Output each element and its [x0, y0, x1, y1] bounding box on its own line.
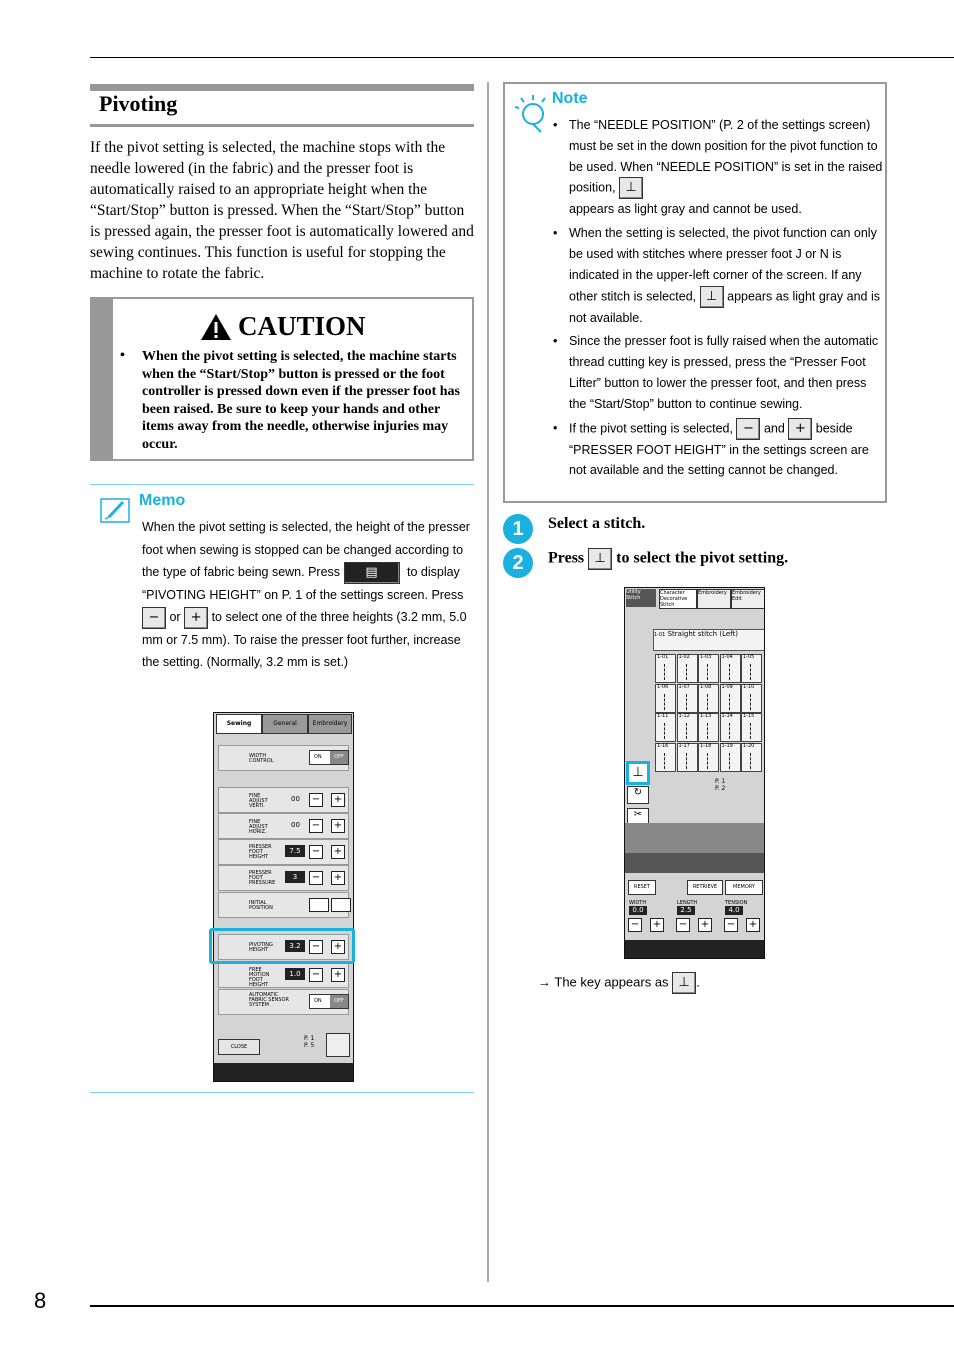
setting-row-presser-foot-pressure: PRESSER FOOT PRESSURE 3 − +: [218, 865, 349, 891]
stitch-code-label: 1-08: [700, 683, 712, 690]
stitch-key[interactable]: [741, 743, 762, 772]
note-title: Note: [552, 90, 588, 107]
note-list: [553, 115, 883, 481]
pivot-key[interactable]: ⊥: [626, 761, 650, 785]
stitch-key[interactable]: [698, 713, 719, 742]
stitch-code-label: 1-06: [657, 683, 669, 690]
stitch-code-label: 1-16: [657, 742, 669, 749]
tab-character-decorative[interactable]: Character Decorative Stitch: [659, 589, 697, 609]
caution-text: When the pivot setting is selected, the machine starts when the “Start/Stop” button is pressed or the foot controller is pressed down even if the presser foot has been raised. Be sure to keep your hands and other items away from the needle, otherwise injuries may occur.: [142, 349, 460, 452]
stitch-key[interactable]: [741, 684, 762, 713]
note-item-4: • If the pivot setting is selected, − and + beside “PRESSER FOOT HEIGHT” in the settings screen are not available and the setting cannot be changed.: [553, 418, 883, 482]
stitch-key[interactable]: [655, 743, 676, 772]
stitch-code-label: 1-20: [743, 742, 755, 749]
memo-pencil-icon: [100, 497, 132, 525]
on-off-toggle[interactable]: ON OFF: [309, 750, 349, 765]
plus-button[interactable]: +: [331, 845, 345, 859]
stitch-code-label: 1-14: [721, 713, 733, 719]
tension-label: TENSION: [725, 900, 748, 906]
setting-row-width-control: WIDTH CONTROL ON OFF: [218, 745, 349, 771]
category-bar: [625, 823, 764, 853]
page-indicator: P. 1 P. 5: [304, 1035, 315, 1049]
result-line: → The key appears as ⊥ .: [538, 972, 700, 994]
plus-button[interactable]: +: [331, 940, 345, 954]
memo-text-2: to display “PIVOTING HEIGHT” on P. 1 of the settings screen. Press: [142, 565, 464, 602]
minus-key-icon: −: [142, 607, 166, 629]
bullet-dot: •: [120, 348, 125, 363]
mirror-bar: [625, 853, 764, 873]
setting-row-presser-foot-height: PRESSER FOOT HEIGHT 7.5 − +: [218, 839, 349, 865]
plus-button[interactable]: +: [331, 871, 345, 885]
length-value: 2.5: [677, 906, 695, 915]
intro-paragraph: If the pivot setting is selected, the machine stops with the needle lowered (in the fabric) and the presser foot is automatically raised to an appropriate height when the “Start/Stop” button is pressed. When the “Start/Stop” button is pressed again, the presser foot is automatically lowered and sewing continues. This function is useful for stopping the machine to rotate the fabric.: [90, 139, 474, 282]
memo-title: Memo: [139, 492, 186, 509]
stitch-key[interactable]: [698, 743, 719, 772]
reset-button[interactable]: RESET: [628, 880, 656, 895]
memo-text: [142, 516, 472, 674]
minus-button[interactable]: −: [309, 871, 323, 885]
scissors-icon[interactable]: ✂: [627, 808, 649, 826]
width-value: 0.0: [629, 906, 647, 915]
on-off-toggle[interactable]: ON OFF: [309, 994, 349, 1009]
plus-key-icon: +: [788, 418, 812, 440]
lightbulb-icon: [513, 93, 549, 133]
plus-button[interactable]: +: [331, 968, 345, 982]
screen-bottom-bar: [625, 940, 764, 958]
note-item-2: • When the setting is selected, the pivot function can only be used with stitches where presser foot J or N is indicated in the upper-left corner of the screen. If any other stitch is selected, ⊥ appears as light gray and is not available.: [553, 226, 880, 325]
thread-cut-key[interactable]: ↻: [627, 786, 649, 804]
stitch-key[interactable]: [655, 713, 676, 742]
stitch-code-label: 1-03: [700, 654, 712, 660]
stitch-key[interactable]: [720, 684, 741, 713]
stitch-code-label: 1-05: [743, 654, 755, 660]
highlight-frame: [209, 928, 355, 964]
minus-button[interactable]: −: [309, 819, 323, 833]
minus-button[interactable]: −: [309, 793, 323, 807]
close-button[interactable]: CLOSE: [218, 1039, 260, 1055]
position-button[interactable]: [309, 898, 329, 912]
stitch-code-label: 1-19: [721, 742, 733, 749]
stitch-code-label: 1-12: [678, 713, 690, 719]
tension-minus-button[interactable]: −: [724, 918, 738, 932]
width-minus-button[interactable]: −: [628, 918, 642, 932]
pivot-key-icon: ⊥: [619, 177, 643, 199]
settings-screen: [213, 712, 354, 1082]
warning-triangle-icon: [200, 313, 232, 341]
stitch-code-label: 1-18: [700, 742, 712, 749]
plus-key-icon: +: [184, 607, 208, 629]
stitch-code-label: 1-02: [678, 654, 690, 660]
pivot-key-icon: ⊥: [672, 972, 696, 994]
section-header: [90, 84, 474, 128]
tab-embroidery-edit[interactable]: Embroidery Edit: [731, 589, 765, 609]
tab-sewing[interactable]: Sewing: [216, 714, 262, 734]
stitch-code-label: 1-10: [743, 683, 755, 690]
page-indicator: P. 1 P. 2: [715, 778, 726, 792]
position-button[interactable]: [331, 898, 351, 912]
memo-text-1: When the pivot setting is selected, the height of the presser foot when sewing is stopped can be changed according to the type of fabric being sewn. Press: [142, 520, 470, 579]
retrieve-button[interactable]: RETRIEVE: [687, 880, 723, 895]
tension-value: 4.0: [725, 906, 743, 915]
stitch-code-label: 1-04: [721, 654, 733, 660]
memory-button[interactable]: MEMORY: [725, 880, 763, 895]
adjust-buttons: [628, 918, 761, 934]
stitch-key[interactable]: [677, 684, 698, 713]
stitch-key[interactable]: [698, 684, 719, 713]
setting-row-free-motion-foot-height: FREE MOTION FOOT HEIGHT 1.0 − +: [218, 962, 349, 988]
stitch-code-label: 1-17: [678, 742, 690, 749]
note-item-3: • Since the presser foot is fully raised when the automatic thread cutting key is pressed, press the “Presser Foot Lifter” button to lower the presser foot, and then press the “Start/Stop” button to continue sewing.: [553, 334, 879, 411]
setting-row-initial-position: INITIAL POSITION: [218, 892, 349, 918]
page-number: 8: [34, 1288, 47, 1313]
memo-top-rule: [90, 484, 474, 485]
stitch-key[interactable]: [655, 654, 676, 683]
section-title: Pivoting: [99, 91, 178, 116]
caution-side-band: [92, 299, 113, 459]
tab-utility-stitch[interactable]: Utility Stitch: [626, 589, 656, 607]
minus-key-icon: −: [736, 418, 760, 440]
stitch-name-display: 1-01 Straight stitch (Left): [653, 629, 765, 651]
stitch-code-label: 1-15: [743, 713, 755, 719]
note-box: [503, 82, 887, 503]
minus-button[interactable]: −: [309, 968, 323, 982]
stitch-code-label: 1-01: [657, 654, 669, 660]
pivot-key-icon: ⊥: [700, 286, 724, 308]
tab-general[interactable]: General: [262, 714, 308, 734]
minus-button[interactable]: −: [309, 940, 323, 954]
setting-row-fabric-sensor: AUTOMATIC FABRIC SENSOR SYSTEM ON OFF: [218, 989, 349, 1015]
caution-title: CAUTION: [238, 311, 366, 341]
stitch-key[interactable]: [720, 654, 741, 683]
stitch-key[interactable]: [720, 713, 741, 742]
step-1-badge: 1: [503, 514, 533, 544]
plus-button[interactable]: +: [331, 819, 345, 833]
note-item-1: • The “NEEDLE POSITION” (P. 2 of the settings screen) must be set in the down position for the pivot function to be used. When “NEEDLE POSITION” is set in the raised position, ⊥ appears as light gray and cannot be used.: [553, 118, 883, 217]
step-1-text: Select a stitch.: [548, 515, 646, 532]
stitch-key[interactable]: [655, 684, 676, 713]
stitch-code-label: 1-07: [678, 683, 690, 690]
setting-row-fine-adjust-horiz: FINE ADJUST HORIZ. 00 − +: [218, 813, 349, 839]
step-2-badge: 2: [503, 548, 533, 578]
screen-bottom-bar: [214, 1063, 353, 1081]
stitch-grid: [655, 654, 763, 772]
plus-button[interactable]: +: [331, 793, 345, 807]
tension-plus-button[interactable]: +: [746, 918, 760, 932]
stitch-key[interactable]: [677, 713, 698, 742]
length-label: LENGTH: [677, 900, 698, 906]
tab-embroidery[interactable]: Embroidery: [308, 714, 352, 734]
settings-key-icon: ▤: [344, 562, 400, 584]
width-plus-button[interactable]: +: [650, 918, 664, 932]
stitch-key[interactable]: [677, 654, 698, 683]
page-arrow-button[interactable]: [326, 1033, 350, 1057]
caution-box: [90, 297, 474, 461]
pivot-key-icon: ⊥: [588, 548, 612, 570]
column-divider: [487, 82, 489, 1282]
stitch-screen: [624, 587, 765, 959]
header-bar: [90, 84, 474, 91]
length-minus-button[interactable]: −: [676, 918, 690, 932]
width-label: WIDTH: [629, 900, 647, 906]
top-rule: [90, 57, 954, 58]
stitch-code-label: 1-11: [657, 713, 669, 719]
minus-button[interactable]: −: [309, 845, 323, 859]
stitch-key[interactable]: [720, 743, 741, 772]
header-underline: [90, 124, 474, 127]
memo-text-3: to select one of the three heights (3.2 mm, 5.0 mm or 7.5 mm). To raise the presser foot further, increase the setting. (Normally, 3.2 mm is set.): [142, 610, 467, 670]
stitch-key[interactable]: [698, 654, 719, 683]
step-2-text: Press ⊥ to select the pivot setting.: [548, 548, 788, 570]
stitch-key[interactable]: [741, 713, 762, 742]
stitch-code-label: 1-09: [721, 683, 733, 690]
memo-bottom-rule: [90, 1092, 474, 1093]
memo-or: or: [169, 610, 181, 625]
stitch-key[interactable]: [677, 743, 698, 772]
setting-row-pivoting-height: PIVOTING HEIGHT 3.2 − +: [218, 934, 349, 960]
tab-embroidery[interactable]: Embroidery: [697, 589, 731, 609]
bottom-rule: [90, 1305, 954, 1307]
length-plus-button[interactable]: +: [698, 918, 712, 932]
stitch-key[interactable]: [741, 654, 762, 683]
setting-row-fine-adjust-vert: FINE ADJUST VERTI. 00 − +: [218, 787, 349, 813]
stitch-code-label: 1-13: [700, 713, 712, 719]
